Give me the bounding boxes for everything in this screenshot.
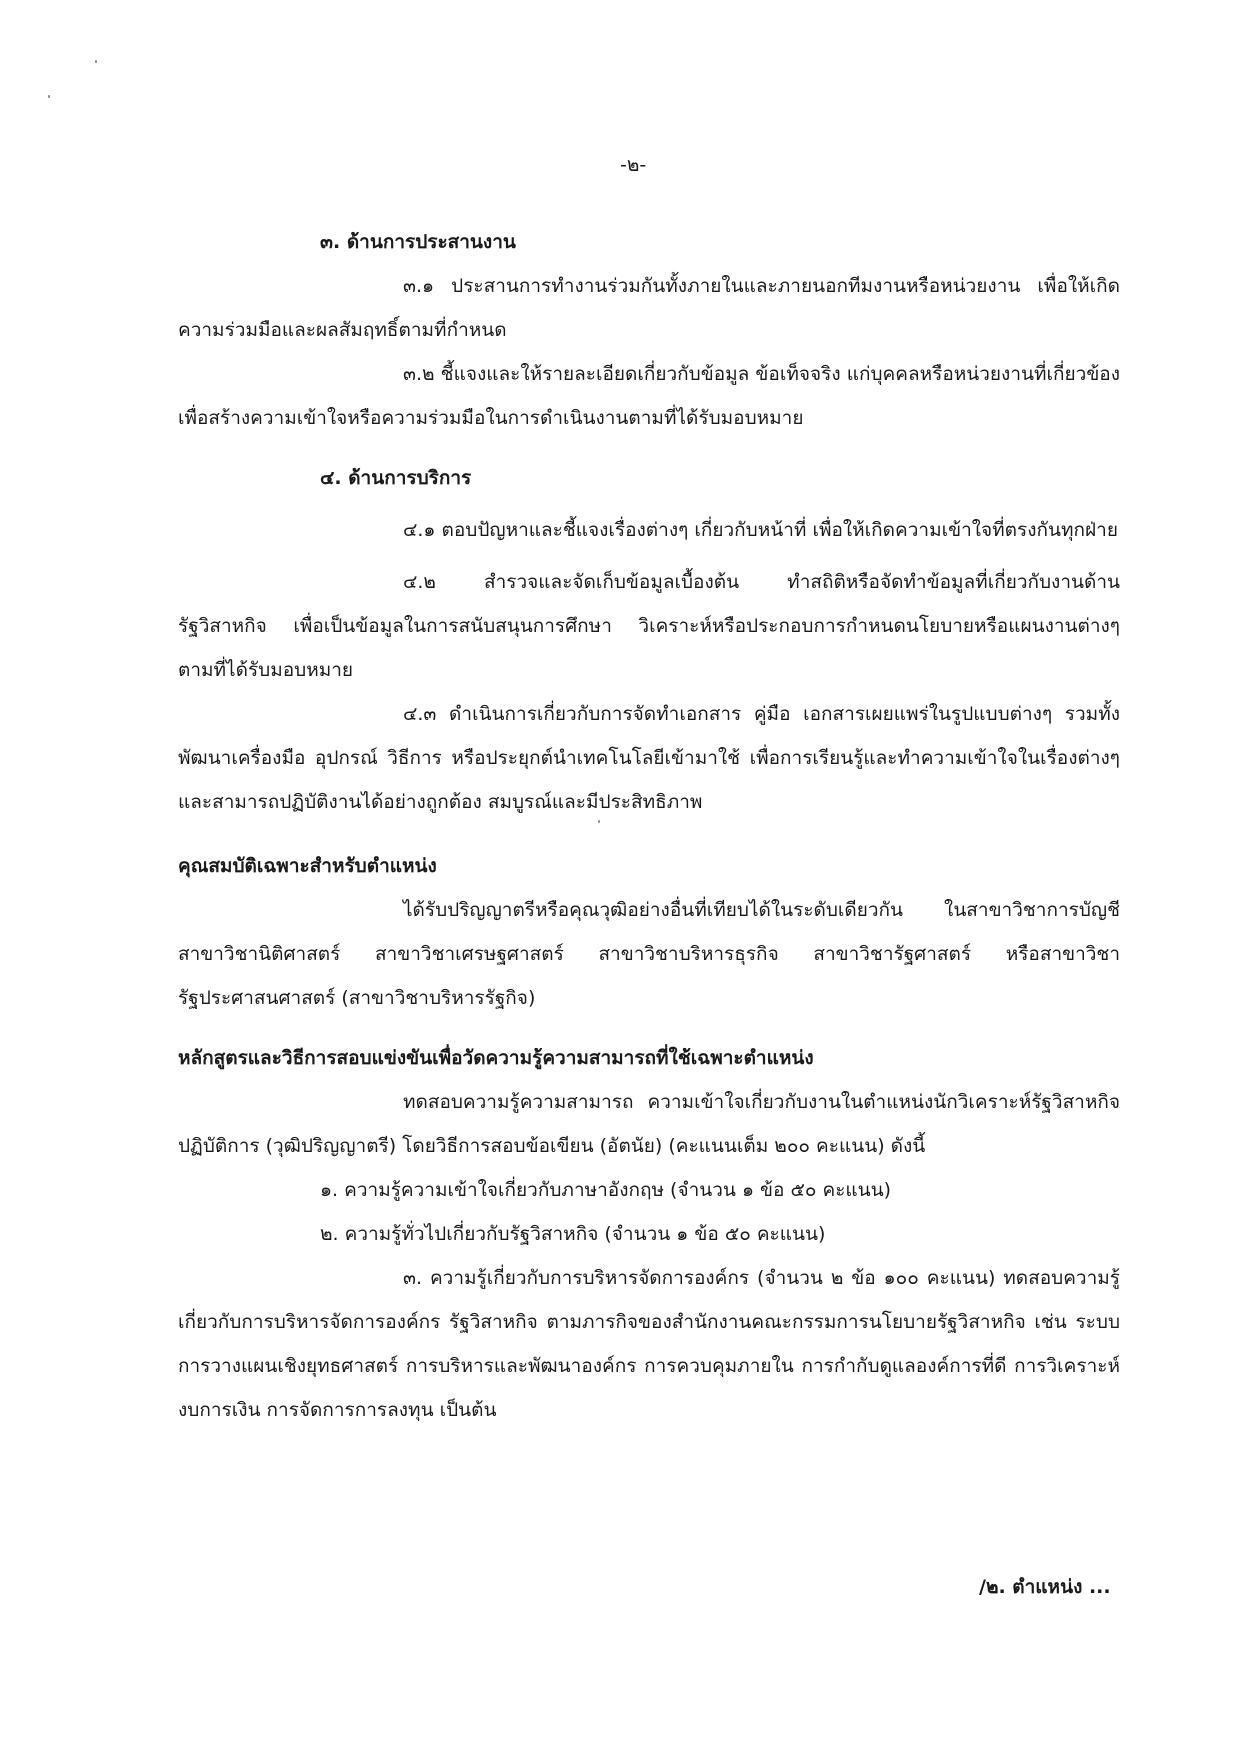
- document-body: [178, 220, 1120, 1432]
- exam-heading: หลักสูตรและวิธีการสอบแข่งขันเพื่อวัดความรู้ความสามารถที่ใช้เฉพาะตำแหน่ง: [178, 1047, 814, 1069]
- exam-intro: ทดสอบความรู้ความสามารถ ความเข้าใจเกี่ยวกับงานในตำแหน่งนักวิเคราะห์รัฐวิสาหกิจปฏิบัติการ (วุฒิปริญญาตรี) โดยวิธีการสอบข้อเขียน (อัตนัย) (คะแนนเต็ม ๒๐๐ คะแนน) ดังนี้: [178, 1091, 1120, 1157]
- paragraph-3-2: ๓.๒ ชี้แจงและให้รายละเอียดเกี่ยวกับข้อมูล ข้อเท็จจริง แก่บุคคลหรือหน่วยงานที่เกี่ยวข้อง เพื่อสร้างความเข้าใจหรือความร่วมมือในการดำเนินงานตามที่ได้รับมอบหมาย: [178, 363, 1120, 429]
- paragraph-4-3: ๔.๓ ดำเนินการเกี่ยวกับการจัดทำเอกสาร คู่มือ เอกสารเผยแพร่ในรูปแบบต่างๆ รวมทั้งพัฒนาเครื่องมือ อุปกรณ์ วิธีการ หรือประยุกต์นำเทคโนโลยีเข้ามาใช้ เพื่อการเรียนรู้และทำความเข้าใจในเรื่องต่างๆ และสามารถปฏิบัติงานได้อย่างถูกต้อง สมบูรณ์และมีประสิทธิภาพ: [178, 703, 1120, 813]
- exam-item-2: ๒. ความรู้ทั่วไปเกี่ยวกับรัฐวิสาหกิจ (จำนวน ๑ ข้อ ๕๐ คะแนน): [320, 1223, 826, 1245]
- paragraph-3-1: ๓.๑ ประสานการทำงานร่วมกันทั้งภายในและภายนอกทีมงานหรือหน่วยงาน เพื่อให้เกิดความร่วมมือและผลสัมฤทธิ์ตามที่กำหนด: [178, 275, 1120, 341]
- exam-item-1: ๑. ความรู้ความเข้าใจเกี่ยวกับภาษาอังกฤษ (จำนวน ๑ ข้อ ๕๐ คะแนน): [320, 1179, 892, 1201]
- page-number: -๒-: [620, 154, 647, 176]
- paragraph-4-1: ๔.๑ ตอบปัญหาและชี้แจงเรื่องต่างๆ เกี่ยวกับหน้าที่ เพื่อให้เกิดความเข้าใจที่ตรงกันทุกฝ่าย: [403, 519, 1118, 541]
- scan-speck: [48, 95, 50, 98]
- continuation-reference: /๒. ตำแหน่ง ...: [979, 1576, 1111, 1598]
- exam-item-3: ๓. ความรู้เกี่ยวกับการบริหารจัดการองค์กร (จำนวน ๒ ข้อ ๑๐๐ คะแนน) ทดสอบความรู้เกี่ยวกับการบริหารจัดการองค์กร รัฐวิสาหกิจ ตามภารกิจของสำนักงานคณะกรรมการนโยบายรัฐวิสาหกิจ เช่น ระบบการวางแผนเชิงยุทธศาสตร์ การบริหารและพัฒนาองค์กร การควบคุมภายใน การกำกับดูแลองค์การที่ดี การวิเคราะห์งบการเงิน การจัดการการลงทุน เป็นต้น: [178, 1267, 1120, 1421]
- paragraph-4-2: ๔.๒ สำรวจและจัดเก็บข้อมูลเบื้องต้น ทำสถิติหรือจัดทำข้อมูลที่เกี่ยวกับงานด้านรัฐวิสาหกิจ เพื่อเป็นข้อมูลในการสนับสนุนการศึกษา วิเคราะห์หรือประกอบการกำหนดนโยบายหรือแผนงานต่างๆ ตามที่ได้รับมอบหมาย: [178, 571, 1120, 681]
- qualifications-heading: คุณสมบัติเฉพาะสำหรับตำแหน่ง: [178, 855, 437, 877]
- qualifications-text: ได้รับปริญญาตรีหรือคุณวุฒิอย่างอื่นที่เทียบได้ในระดับเดียวกัน ในสาขาวิชาการบัญชี สาขาวิชานิติศาสตร์ สาขาวิชาเศรษฐศาสตร์ สาขาวิชาบริหารธุรกิจ สาขาวิชารัฐศาสตร์ หรือสาขาวิชารัฐประศาสนศาสตร์ (สาขาวิชาบริหารรัฐกิจ): [178, 899, 1120, 1009]
- section-heading-service: ๔. ด้านการบริการ: [320, 467, 472, 489]
- scan-speck: [95, 60, 97, 63]
- section-heading-coordination: ๓. ด้านการประสานงาน: [320, 231, 516, 253]
